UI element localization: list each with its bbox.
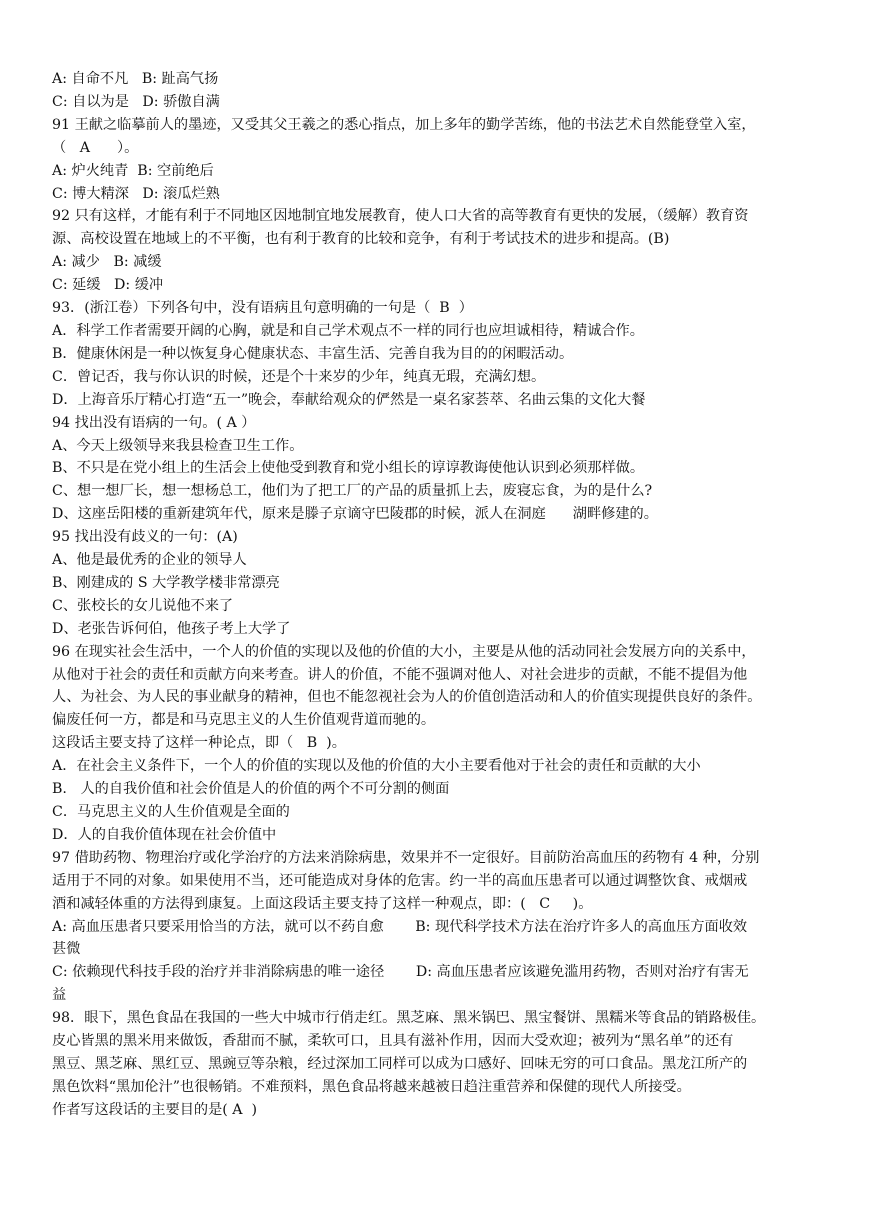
text-line: 人、为社会、为人民的事业献身的精神，但也不能忽视社会为人的价值创造活动和人的价值实现提供良好的条件。 [52, 689, 762, 706]
text-line: 94 找出没有语病的一句。( A ） [52, 414, 256, 431]
text-line: A、他是最优秀的企业的领导人 [52, 552, 247, 569]
text-line: C: 依赖现代科技手段的治疗并非消除病患的唯一途径 D: 高血压患者应该避免滥用药物，否则对治疗有害无 [52, 964, 749, 981]
text-line: 黑色饮料“黑加伦汁”也很畅销。不难预料，黑色食品将越来越被日趋注重营养和保健的现代人所接受。 [52, 1078, 691, 1095]
text-line: B、不只是在党小组上的生活会上使他受到教育和党小组长的谆谆教诲使他认识到必须那样做。 [52, 460, 645, 477]
text-line: C、张校长的女儿说他不来了 [52, 597, 234, 614]
text-line: 适用于不同的对象。如果使用不当，还可能造成对身体的危害。约一半的高血压患者可以通过调整饮食、戒烟戒 [52, 872, 748, 889]
text-line: A: 减少 B: 减缓 [52, 254, 162, 271]
text-line: B. 人的自我价值和社会价值是人的价值的两个不可分割的侧面 [52, 781, 450, 798]
text-line: C、想一想厂长，想一想杨总工，他们为了把工厂的产品的质量抓上去，废寝忘食，为的是什么? [52, 483, 653, 500]
text-line: 93．(浙江卷）下列各句中，没有语病且句意明确的一句是（ B ） [52, 300, 473, 317]
text-line: 97 借助药物、物理治疗或化学治疗的方法来消除病患，效果并不一定很好。目前防治高血压的药物有 4 种，分别 [52, 849, 760, 866]
text-line: D．人的自我价值体现在社会价值中 [52, 826, 277, 843]
text-line: 作者写这段话的主要目的是( A ) [52, 1101, 258, 1118]
text-line: 98．眼下，黑色食品在我国的一些大中城市行俏走红。黑芝麻、黑米锅巴、黑宝餐饼、黑糯米等食品的销路极佳。 [52, 1010, 766, 1027]
text-line: B．健康休闲是一种以恢复身心健康状态、丰富生活、完善自我为目的的闲暇活动。 [52, 345, 574, 362]
text-line: D．上海音乐厅精心打造“五一”晚会，奉献给观众的俨然是一桌名家荟萃、名曲云集的文化大餐 [52, 391, 646, 408]
text-line: C．曾记否，我与你认识的时候，还是个十来岁的少年，纯真无瑕，充满幻想。 [52, 368, 546, 385]
text-line: （ A ）。 [52, 139, 139, 156]
text-line: 91 王献之临摹前人的墨迹，又受其父王羲之的悉心指点，加上多年的勤学苦练，他的书法艺术自然能登堂入室， [52, 116, 756, 133]
text-line: 从他对于社会的责任和贡献方向来考查。讲人的价值，不能不强调对他人、对社会进步的贡献，不能不提倡为他 [52, 666, 748, 683]
text-line: D、这座岳阳楼的重新建筑年代，原来是滕子京谪守巴陵郡的时候，派人在洞庭 湖畔修建的。 [52, 506, 658, 523]
text-line: 皮心皆黑的黑米用来做饭，香甜而不腻，柔软可口，且具有滋补作用，因而大受欢迎；被列为“黑名单”的还有 [52, 1033, 734, 1050]
text-line: A: 炉火纯青 B: 空前绝后 [52, 162, 214, 179]
text-line: C: 自以为是 D: 骄傲自满 [52, 93, 220, 110]
text-line: 95 找出没有歧义的一句：(A) [52, 529, 238, 546]
text-line: C: 延缓 D: 缓冲 [52, 277, 164, 294]
text-line: 这段话主要支持了这样一种论点，即（ B )。 [52, 735, 346, 752]
text-line: 益 [52, 987, 67, 1004]
text-line: 96 在现实社会生活中，一个人的价值的实现以及他的价值的大小，主要是从他的活动同社会发展方向的关系中， [52, 643, 756, 660]
text-line: A: 高血压患者只要采用恰当的方法，就可以不药自愈 B: 现代科学技术方法在治疗许多人的高血压方面收效 [52, 918, 748, 935]
text-line: A、今天上级领导来我县检查卫生工作。 [52, 437, 304, 454]
text-line: A．科学工作者需要开阔的心胸，就是和自己学术观点不一样的同行也应坦诚相待，精诚合作。 [52, 322, 644, 339]
text-line: 源、高校设置在地域上的不平衡，也有利于教育的比较和竞争，有利于考试技术的进步和提高。(B) [52, 231, 670, 248]
text-line: C．马克思主义的人生价值观是全面的 [52, 804, 290, 820]
text-line: 偏废任何一方，都是和马克思主义的人生价值观背道而驰的。 [52, 712, 436, 729]
text-line: 甚微 [52, 941, 81, 958]
text-line: A．在社会主义条件下，一个人的价值的实现以及他的价值的大小主要看他对于社会的责任和贡献的大小 [52, 758, 701, 775]
text-line: 92 只有这样，才能有利于不同地区因地制宜地发展教育，使人口大省的高等教育有更快的发展，（缓解）教育资 [52, 208, 749, 225]
text-line: B、刚建成的 S 大学教学楼非常漂亮 [52, 574, 280, 591]
text-line: 黑豆、黑芝麻、黑红豆、黑豌豆等杂粮，经过深加工同样可以成为口感好、回味无穷的可口食品。黑龙江所产的 [52, 1055, 748, 1072]
text-line: C: 博大精深 D: 滚瓜烂熟 [52, 185, 220, 202]
text-line: A: 自命不凡 B: 趾高气扬 [52, 71, 219, 87]
text-line: D、老张告诉何伯，他孩子考上大学了 [52, 620, 291, 637]
text-line: 酒和减轻体重的方法得到康复。上面这段话主要支持了这样一种观点，即：( C )。 [52, 895, 593, 912]
